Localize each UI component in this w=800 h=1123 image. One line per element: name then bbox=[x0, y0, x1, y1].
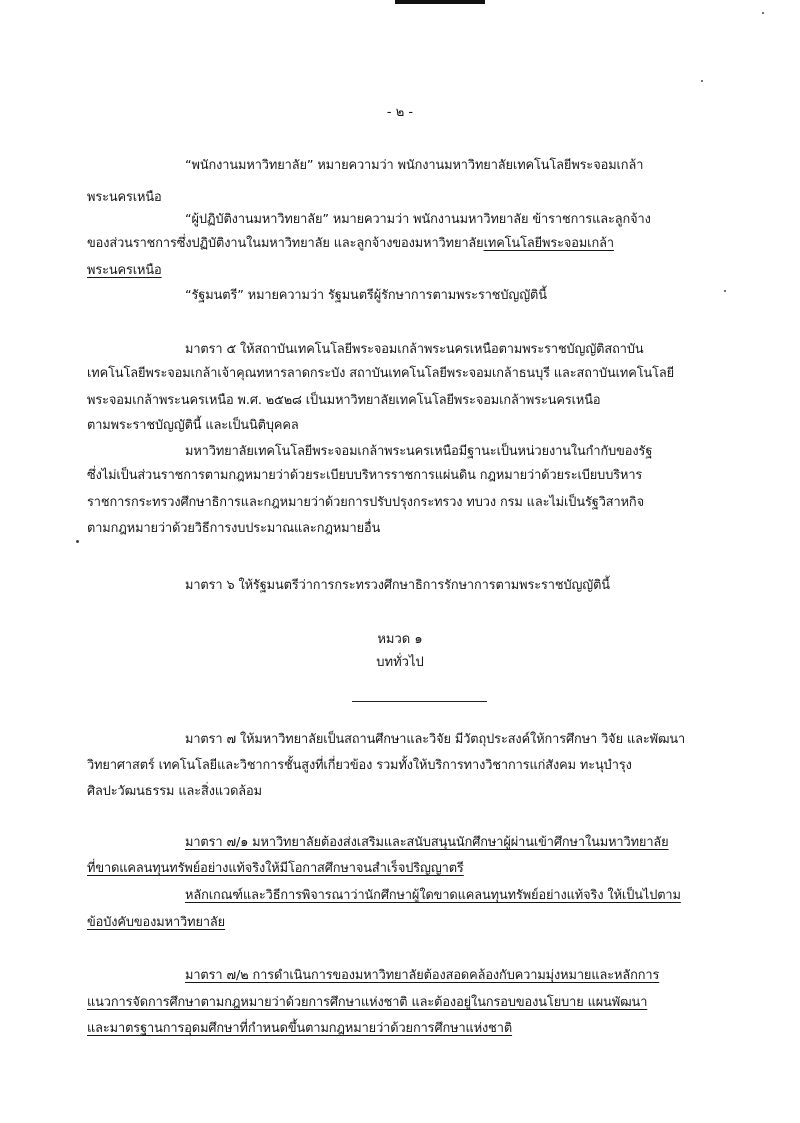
section-7-1-line-4: ข้อบังคับของมหาวิทยาลัย bbox=[87, 915, 226, 930]
section-5-line-4: ตามพระราชบัญญัตินี้ และเป็นนิติบุคคล bbox=[87, 418, 299, 433]
section-7-line-2: วิทยาศาสตร์ เทคโนโลยีและวิชาการชั้นสูงที่เกี่ยวข้อง รวมทั้งให้บริการทางวิชาการแก่สังคม ทะนุบำรุง bbox=[87, 758, 632, 773]
definition-worker-line-1: “ผู้ปฏิบัติงานมหาวิทยาลัย” หมายความว่า พนักงานมหาวิทยาลัย ข้าราชการและลูกจ้าง bbox=[185, 212, 651, 227]
page-number: - ๒ - bbox=[386, 105, 414, 120]
section-7-1-line-1: มาตรา ๗/๑ มหาวิทยาลัยต้องส่งเสริมและสนับสนุนนักศึกษาผู้ผ่านเข้าศึกษาในมหาวิทยาลัย bbox=[185, 835, 669, 850]
section-5-line-3: พระจอมเกล้าพระนครเหนือ พ.ศ. ๒๕๒๘ เป็นมหาวิทยาลัยเทคโนโลยีพระจอมเกล้าพระนครเหนือ bbox=[87, 393, 601, 408]
scan-edge-mark bbox=[395, 0, 485, 4]
section-5-line-5: มหาวิทยาลัยเทคโนโลยีพระจอมเกล้าพระนครเหนือมีฐานะเป็นหน่วยงานในกำกับของรัฐ bbox=[185, 444, 653, 459]
definition-worker-line-3: พระนครเหนือ bbox=[87, 263, 162, 278]
section-7-1-line-2: ที่ขาดแคลนทุนทรัพย์อย่างแท้จริงให้มีโอกาสศึกษาจนสำเร็จปริญญาตรี bbox=[87, 861, 464, 876]
section-5-line-1: มาตรา ๕ ให้สถาบันเทคโนโลยีพระจอมเกล้าพระนครเหนือตามพระราชบัญญัติสถาบัน bbox=[185, 342, 644, 357]
scan-speck bbox=[762, 12, 764, 14]
scan-speck bbox=[76, 540, 79, 543]
scan-speck bbox=[724, 290, 726, 292]
definition-worker-line-2 bbox=[87, 235, 614, 253]
section-5-line-6: ซึ่งไม่เป็นส่วนราชการตามกฎหมายว่าด้วยระเบียบบริหารราชการแผ่นดิน กฎหมายว่าด้วยระเบียบบริหาร bbox=[87, 468, 643, 483]
scan-speck bbox=[701, 80, 703, 82]
definition-staff-line-1: “พนักงานมหาวิทยาลัย” หมายความว่า พนักงานมหาวิทยาลัยเทคโนโลยีพระจอมเกล้า bbox=[185, 158, 644, 173]
section-7-2-line-2: แนวการจัดการศึกษาตามกฎหมายว่าด้วยการศึกษาแห่งชาติ และต้องอยู่ในกรอบของนโยบาย แผนพัฒนา bbox=[87, 995, 648, 1010]
section-5-line-2: เทคโนโลยีพระจอมเกล้าเจ้าคุณทหารลาดกระบัง สถาบันเทคโนโลยีพระจอมเกล้าธนบุรี และสถาบันเทคโนโลยี bbox=[87, 366, 675, 381]
chapter-title: บททั่วไป bbox=[376, 655, 424, 670]
section-7-line-1: มาตรา ๗ ให้มหาวิทยาลัยเป็นสถานศึกษาและวิจัย มีวัตถุประสงค์ให้การศึกษา วิจัย และพัฒนา bbox=[185, 732, 686, 747]
chapter-number: หมวด ๑ bbox=[377, 632, 423, 647]
section-7-1-line-3: หลักเกณฑ์และวิธีการพิจารณาว่านักศึกษาผู้ใดขาดแคลนทุนทรัพย์อย่างแท้จริง ให้เป็นไปตาม bbox=[185, 888, 681, 903]
section-5-line-8: ตามกฎหมายว่าด้วยวิธีการงบประมาณและกฎหมายอื่น bbox=[87, 521, 381, 536]
section-6-line-1: มาตรา ๖ ให้รัฐมนตรีว่าการกระทรวงศึกษาธิการรักษาการตามพระราชบัญญัตินี้ bbox=[185, 578, 610, 593]
definition-minister: “รัฐมนตรี” หมายความว่า รัฐมนตรีผู้รักษาการตามพระราชบัญญัตินี้ bbox=[185, 288, 547, 303]
definition-worker-line-2-text: ของส่วนราชการซึ่งปฏิบัติงานในมหาวิทยาลัย และลูกจ้างของมหาวิทยาลัย bbox=[87, 236, 484, 251]
section-7-2-line-3: และมาตรฐานการอุดมศึกษาที่กำหนดขึ้นตามกฎหมายว่าด้วยการศึกษาแห่งชาติ bbox=[87, 1021, 513, 1036]
chapter-divider bbox=[352, 701, 487, 702]
section-7-2-line-1: มาตรา ๗/๒ การดำเนินการของมหาวิทยาลัยต้องสอดคล้องกับความมุ่งหมายและหลักการ bbox=[185, 968, 660, 983]
definition-staff-line-2: พระนครเหนือ bbox=[87, 190, 162, 205]
section-5-line-7: ราชการกระทรวงศึกษาธิการและกฎหมายว่าด้วยการปรับปรุงกระทรวง ทบวง กรม และไม่เป็นรัฐวิสาหกิจ bbox=[87, 495, 644, 510]
section-7-line-3: ศิลปะวัฒนธรรม และสิ่งแวดล้อม bbox=[87, 784, 262, 799]
definition-worker-line-2-underlined: เทคโนโลยีพระจอมเกล้า bbox=[483, 236, 614, 251]
